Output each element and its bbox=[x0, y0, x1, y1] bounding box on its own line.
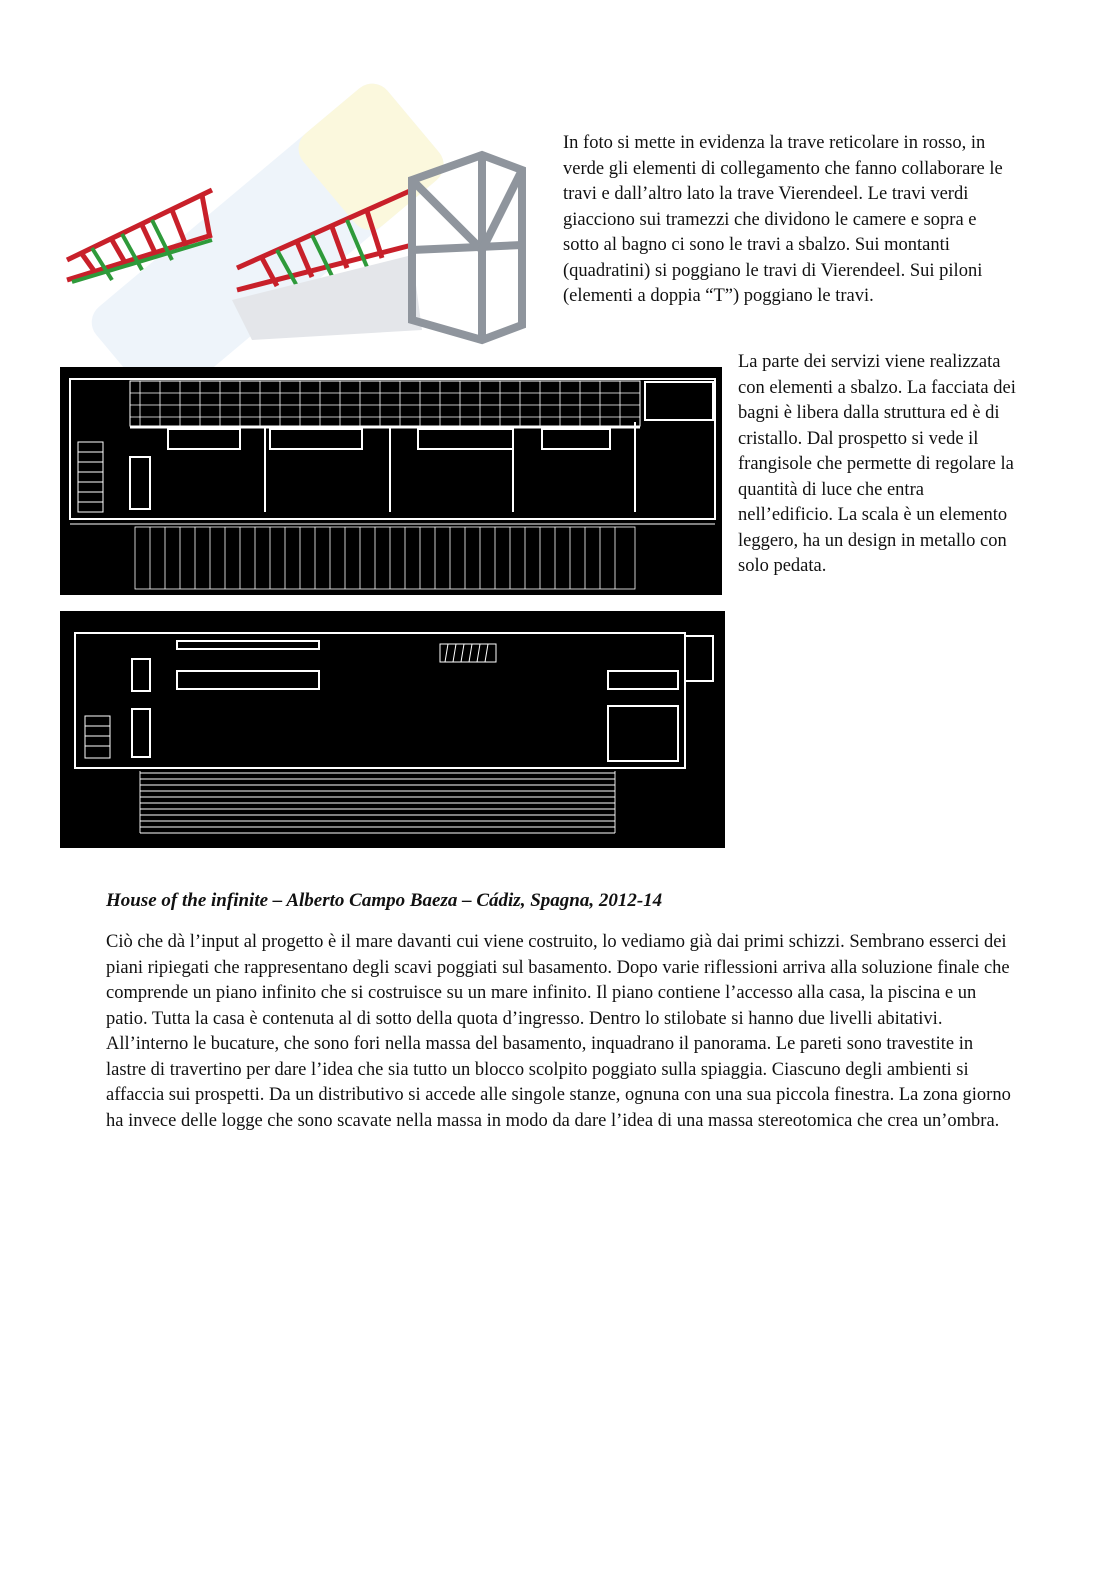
truss-description-paragraph: In foto si mette in evidenza la trave reticolare in rosso, in verde gli elementi di collegamento che fanno collaborare le travi e dall’altro lato la trave Vierendeel. Le travi verdi giacciono sui tramezzi che dividono le camere e sopra e sotto al bagno ci sono le travi a sbalzo. Sui montanti (quadratini) si poggiano le travi di Vierendeel. Sui piloni (elementi a doppia “T”) poggiano le travi. bbox=[563, 133, 1003, 306]
lower-floor-plan bbox=[60, 611, 725, 848]
vierendeel-frame bbox=[412, 155, 522, 340]
house-of-the-infinite-paragraph: Ciò che dà l’input al progetto è il mare davanti cui viene costruito, lo vediamo già dai primi schizzi. Sembrano esserci dei piani ripiegati che rappresentano degli scavi poggiati sul basamento. Dopo varie riflessioni arriva alla soluzione finale che comprende un piano infinito che si costruisce su un mare infinito. Il piano contiene l’accesso alla casa, la piscina e un patio. Tutta la casa è contenuta al di sotto della quota d’ingresso. Dentro lo stilobate si hanno due livelli abitativi. All’interno le bucature, che sono fori nella massa del basamento, inquadrano il panorama. Le pareti sono travestite in lastre di travertino per dare l’idea che sia tutto un blocco scolpito poggiato sulla spiaggia. Ciascuno degli ambienti si affaccia sui prospetti. Da un distributivo si accede alle singole stanze, ognuna con una sua piccola finestra. La zona giorno ha invece delle logge che sono scavate nella massa in modo da dare l’idea di una massa stereotomica che crea un’ombra. bbox=[106, 932, 1011, 1131]
beam-structure-illustration bbox=[62, 150, 542, 350]
services-description-paragraph: La parte dei servizi viene realizzata con elementi a sbalzo. La facciata dei bagni è libera dalla struttura ed è di cristallo. Dal prospetto si vede il frangisole che permette di regolare la quantità di luce che entra nell’edificio. La scala è un elemento leggero, ha un design in metallo con solo pedata. bbox=[738, 352, 1016, 576]
section-title: House of the infinite – Alberto Campo Baeza – Cádiz, Spagna, 2012-14 bbox=[106, 890, 663, 911]
upper-floor-plan bbox=[60, 367, 722, 595]
